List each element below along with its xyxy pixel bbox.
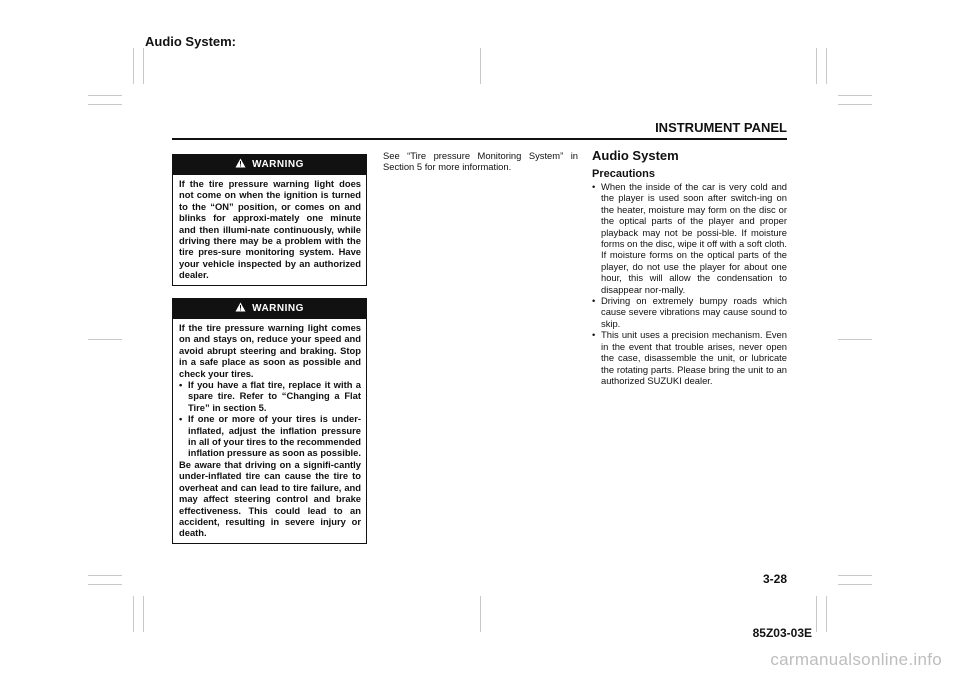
crop-mark [88, 104, 122, 105]
warning-closing: Be aware that driving on a signifi-cantly under-inflated tire can cause the tire to overheat and can lead to tire failure, and may affect steering control and brake effectiveness. This could lead to an accident, resulting in severe injury or death. [179, 458, 361, 539]
warning-box-low-pressure [172, 298, 367, 544]
crop-mark [838, 584, 872, 585]
precautions-subheading: Precautions [592, 168, 655, 180]
tpms-reference-text: See “Tire pressure Monitoring System” in Section 5 for more information. [383, 150, 578, 173]
precaution-item: • When the inside of the car is very cold and the player is used soon after switch-ing on the heater, moisture may form on the disc or the optical parts of the player and proper playback may not be possi-ble. If moisture forms on the disc, wipe it off with a soft cloth. If moisture forms on the optical parts of the player, do not use the player for about one hour, this will allow the condensation to disappear nor-mally. [592, 181, 787, 295]
warning-text: If the tire pressure warning light does not come on when the ignition is turned to the “ON” position, or comes on and blinks for approxi-mately one minute and then illumi-nate continuously, while driving there may be a problem with the tire pres-sure monitoring system. Have your vehicle inspected by an authorized dealer. [179, 178, 361, 281]
precaution-item: • This unit uses a precision mechanism. Even in the event that trouble arises, never open the case, disassemble the unit, or lubricate the rotating parts. Please bring the unit to an authorized SUZUKI dealer. [592, 329, 787, 386]
crop-mark [826, 48, 827, 84]
crop-mark [816, 48, 817, 84]
crop-mark [838, 339, 872, 340]
warning-label: WARNING [252, 303, 304, 314]
crop-mark [88, 575, 122, 576]
crop-mark [88, 339, 122, 340]
crop-mark [88, 584, 122, 585]
crop-mark [838, 104, 872, 105]
watermark-text: carmanualsonline.info [770, 650, 942, 669]
page-number: 3-28 [762, 572, 787, 586]
header-rule [172, 138, 787, 140]
crop-mark [480, 48, 481, 84]
crop-mark [133, 48, 134, 84]
warning-box-ignition [172, 154, 367, 286]
crop-mark [816, 596, 817, 632]
warning-header [173, 155, 366, 175]
running-title: Audio System: [145, 34, 237, 49]
audio-system-heading: Audio System [592, 148, 679, 163]
warning-triangle-icon [235, 156, 246, 176]
warning-bullet: • If one or more of your tires is under-inflated, adjust the inflation pressure in all of your tires to the recommended inflation pressure as soon as possible. [179, 413, 361, 459]
document-code: 85Z03-03E [752, 626, 812, 640]
crop-mark [838, 95, 872, 96]
audio-system-section [592, 148, 787, 386]
crop-mark [826, 596, 827, 632]
crop-mark [143, 48, 144, 84]
precaution-item: • Driving on extremely bumpy roads which cause severe vibrations may cause sound to skip. [592, 295, 787, 329]
warning-body [173, 319, 366, 543]
precautions-list [592, 181, 787, 386]
warning-bullet: • If you have a flat tire, replace it with a spare tire. Refer to “Changing a Flat Tire” in section 5. [179, 379, 361, 413]
crop-mark [838, 575, 872, 576]
section-title: INSTRUMENT PANEL [655, 120, 787, 135]
warning-body [173, 175, 366, 285]
crop-mark [133, 596, 134, 632]
warning-intro: If the tire pressure warning light comes on and stays on, reduce your speed and avoid abrupt steering and braking. Stop in a safe place as soon as possible and check your tires. [179, 322, 361, 379]
crop-mark [480, 596, 481, 632]
warning-bullet-list [179, 379, 361, 459]
warning-label: WARNING [252, 159, 304, 170]
warning-header [173, 299, 366, 319]
crop-mark [88, 95, 122, 96]
warning-triangle-icon [235, 300, 246, 320]
crop-mark [143, 596, 144, 632]
